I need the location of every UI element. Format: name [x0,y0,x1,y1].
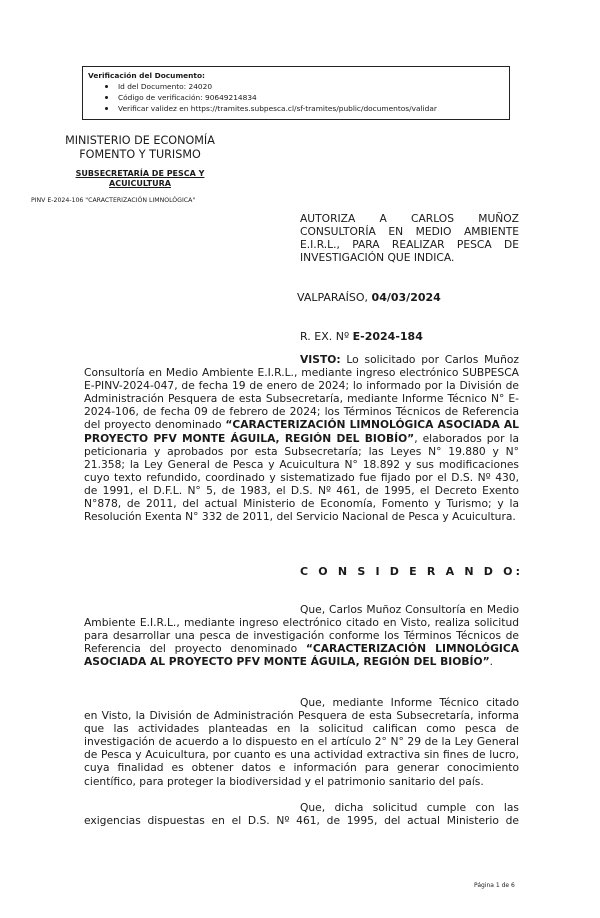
considerando-paragraph-2: Que, mediante Informe Técnico citado en Visto, la División de Administración Pesquera de esta Subsecretaría, informa que las actividades planteadas en la solicitud califican como pesca de investigación de acuerdo a lo dispuesto en el artículo 2° N° 29 de la Ley General de Pesca y Acuicultura, por cuanto es una actividad extractiva sin fines de lucro, cuya finalidad es obtener datos e información para generar conocimiento científico, para proteger la biodiversidad y el patrimonio sanitario del país. [84,696,519,788]
document-reference: PINV E-2024-106 "CARACTERIZACIÓN LIMNOLÓGICA" [31,197,196,204]
verification-list [88,81,509,114]
considerando-heading: C O N S I D E R A N D O: [300,565,524,578]
verification-item-code: Código de verificación: 90649214834 [118,92,509,103]
page-number: Página 1 de 6 [474,882,515,889]
verification-title: Verificación del Documento: [88,71,205,80]
place-date [297,291,441,304]
verification-item-url[interactable]: Verificar validez en https://tramites.subpesca.cl/sf-tramites/public/documentos/validar [118,103,509,114]
visto-label: VISTO: [300,353,341,366]
ministry-line-1: MINISTERIO DE ECONOMÍA [65,134,215,147]
p1-project-name: “CARACTERIZACIÓN LIMNOLÓGICA ASOCIADA AL PROYECTO PFV MONTE ÁGUILA, REGIÓN DEL BIOBÍO” [84,642,519,669]
place: VALPARAÍSO, [297,291,369,304]
subsecretaria-name [40,169,240,189]
ministry-line-2: FOMENTO Y TURISMO [79,147,201,161]
date: 04/03/2024 [371,291,441,304]
verification-item-id: Id del Documento: 24020 [118,81,509,92]
verification-box [82,66,510,120]
resolution-summary: AUTORIZA A CARLOS MUÑOZ CONSULTORÍA EN MEDIO AMBIENTE E.I.R.L., PARA REALIZAR PESCA DE INVESTIGACIÓN QUE INDICA. [300,212,519,265]
subsecretaria-line-1: SUBSECRETARÍA DE PESCA Y [75,169,205,178]
subsecretaria-line-2: ACUICULTURA [109,179,171,188]
ministry-name [40,134,240,161]
p1-text: Que, Carlos Muñoz Consultoría en Medio Ambiente E.I.R.L., mediante ingreso electrónico citado en Visto, realiza solicitud para desarrollar una pesca de investigación conforme los Términos Técnicos de Referencia del proyecto denominado [84,603,519,656]
visto-project-name: “CARACTERIZACIÓN LIMNOLÓGICA ASOCIADA AL PROYECTO PFV MONTE ÁGUILA, REGIÓN DEL BIOBÍO” [84,418,519,445]
visto-paragraph [84,353,519,523]
visto-text-a: Lo solicitado por Carlos Muñoz Consultoría en Medio Ambiente E.I.R.L., mediante ingreso electrónico SUBPESCA E-PINV-2024-047, de fecha 19 de enero de 2024; lo informado por la División de Administración Pesquera de esta Subsecretaría, mediante Informe Técnico N° E-2024-106, de fecha 09 de febrero de 2024; los Términos Técnicos de Referencia del proyecto denominado [84,353,519,432]
resolution-number-line [300,330,423,343]
p1-end: . [489,655,493,669]
visto-text-b: , elaborados por la peticionaria y aprobados por esta Subsecretaría; las Leyes N° 19.880 y N° 21.358; la Ley General de Pesca y Acuicultura N° 18.892 y sus modificaciones cuyo texto refundido, coordinado y sistematizado fue fijado por el D.S. Nº 430, de 1991, el D.F.L. N° 5, de 1983, el D.S. Nº 461, de 1995, el Decreto Exento N°878, de 2011, del actual Ministerio de Economía, Fomento y Turismo; y la Resolución Exenta N° 332 de 2011, del Servicio Nacional de Pesca y Acuicultura. [84,431,519,524]
considerando-paragraph-3: Que, dicha solicitud cumple con las exigencias dispuestas en el D.S. Nº 461, de 1995, del actual Ministerio de [84,801,519,828]
considerando-paragraph-1 [84,603,519,668]
resolution-prefix: R. EX. Nº [300,330,350,343]
resolution-number: E-2024-184 [352,330,423,343]
